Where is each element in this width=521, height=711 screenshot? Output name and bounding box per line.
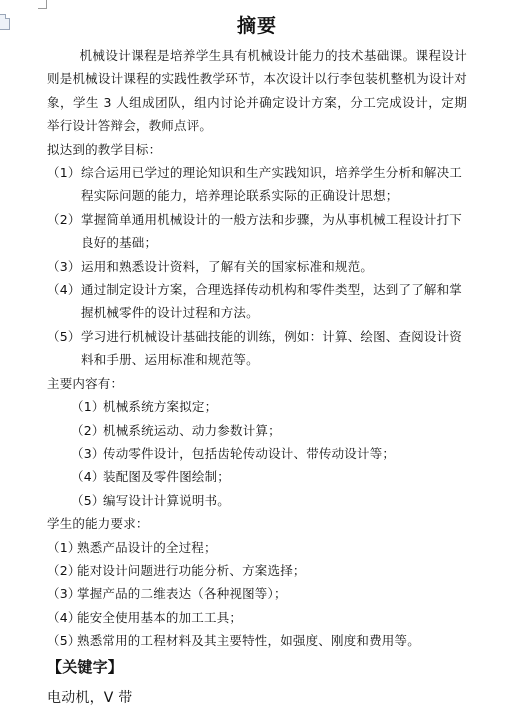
ability-text: 能安全使用基本的加工工具；	[77, 609, 243, 625]
keywords-value: 电动机，V 带	[47, 689, 133, 706]
corner-crop-mark-icon	[38, 0, 47, 9]
goal-number: （2）	[47, 211, 81, 227]
ability-item	[47, 582, 467, 605]
content-text: 传动零件设计，包括齿轮传动设计、带传动设计等；	[103, 445, 396, 461]
contents-list	[47, 395, 467, 512]
goal-text: 综合运用已学过的理论知识和生产实践知识，培养学生分析和解决工程实际问题的能力，培养理论联系实际的正确设计思想；	[81, 165, 463, 204]
ability-text: 能对设计问题进行功能分析、方案选择；	[77, 562, 306, 578]
goal-number: （5）	[47, 328, 81, 344]
goal-number: （3）	[47, 258, 81, 274]
ability-item	[47, 536, 467, 559]
intro-paragraph: 机械设计课程是培养学生具有机械设计能力的技术基础课。课程设计则是机械设计课程的实践性教学环节，本次设计以行李包装机整机为设计对象，学生 3 人组成团队，组内讨论并确定设计方案，分工完成设计，定期举行设计答辩会，教师点评。	[47, 48, 467, 134]
goals-heading: 拟达到的教学目标：	[47, 141, 162, 157]
content-text: 机械系统方案拟定；	[103, 399, 218, 415]
ability-number: （1）	[47, 539, 81, 555]
page-title: 摘要	[236, 15, 277, 37]
ability-number: （2）	[47, 562, 81, 578]
ability-number: （5）	[47, 633, 81, 649]
ability-item	[47, 629, 467, 652]
document-body	[47, 12, 467, 710]
goal-item	[47, 161, 467, 208]
keywords-heading: 【关键字】	[47, 657, 124, 676]
content-item	[47, 419, 467, 442]
content-item	[47, 465, 467, 488]
ability-item	[47, 606, 467, 629]
goal-text: 掌握简单通用机械设计的一般方法和步骤，为从事机械工程设计打下良好的基础；	[81, 211, 463, 251]
goal-number: （4）	[47, 282, 81, 298]
ability-text: 掌握产品的二维表达（各种视图等）；	[77, 586, 287, 602]
document-page-icon	[0, 14, 10, 30]
content-text: 装配图及零件图绘制；	[103, 469, 231, 485]
goal-text: 学习进行机械设计基础技能的训练，例如：计算、绘图、查阅设计资料和手册、运用标准和规范等。	[81, 328, 463, 368]
goals-list	[47, 161, 467, 372]
content-number: （1）	[71, 399, 105, 415]
goal-text: 运用和熟悉设计资料，了解有关的国家标准和规范。	[81, 258, 374, 274]
ability-item	[47, 559, 467, 582]
ability-text: 熟悉常用的工程材料及其主要特性，如强度、刚度和费用等。	[77, 633, 420, 649]
contents-heading: 主要内容有：	[47, 375, 124, 391]
content-number: （3）	[71, 445, 105, 461]
content-number: （2）	[71, 422, 105, 438]
ability-list	[47, 536, 467, 653]
ability-heading: 学生的能力要求：	[47, 516, 149, 532]
goal-item	[47, 208, 467, 255]
goal-item	[47, 325, 467, 372]
content-text: 机械系统运动、动力参数计算；	[103, 422, 281, 438]
goal-item	[47, 255, 467, 278]
content-number: （5）	[71, 492, 105, 508]
content-item	[47, 395, 467, 418]
goal-item	[47, 278, 467, 325]
content-item	[47, 489, 467, 512]
content-text: 编写设计计算说明书。	[103, 492, 231, 508]
goal-text: 通过制定设计方案，合理选择传动机构和零件类型，达到了了解和掌握机械零件的设计过程和方法。	[81, 282, 463, 321]
ability-number: （4）	[47, 609, 81, 625]
ability-text: 熟悉产品设计的全过程；	[77, 539, 217, 555]
content-number: （4）	[71, 469, 105, 485]
goal-number: （1）	[47, 165, 81, 181]
ability-number: （3）	[47, 586, 81, 602]
content-item	[47, 442, 467, 465]
